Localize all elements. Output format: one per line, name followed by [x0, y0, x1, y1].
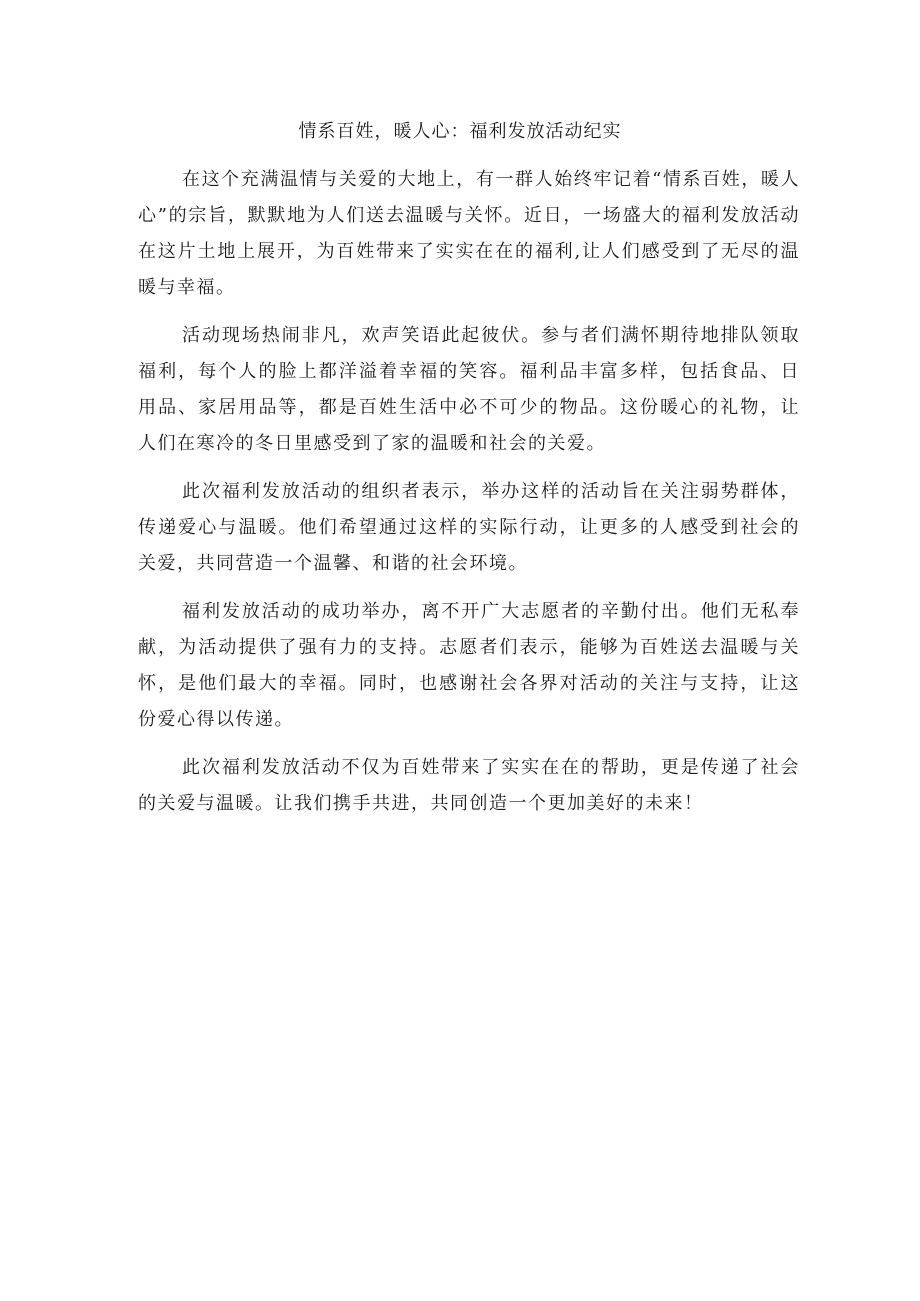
paragraph-1: 在这个充满温情与关爱的大地上，有一群人始终牢记着“情系百姓，暖人心”的宗旨，默默地为人们送去温暖与关怀。近日，一场盛大的福利发放活动在这片土地上展开，为百姓带来了实实在在的福利,让人们感受到了无尽的温暖与幸福。: [138, 169, 800, 298]
paragraph-2: 活动现场热闹非凡，欢声笑语此起彼伏。参与者们满怀期待地排队领取福利，每个人的脸上都洋溢着幸福的笑容。福利品丰富多样，包括食品、日用品、家居用品等，都是百姓生活中必不可少的物品。这份暖心的礼物，让人们在寒冷的冬日里感受到了家的温暖和社会的关爱。: [138, 325, 800, 454]
document-title: 情系百姓，暖人心：福利发放活动纪实: [298, 121, 622, 142]
paragraph-4: 福利发放活动的成功举办，离不开广大志愿者的辛勤付出。他们无私奉献，为活动提供了强有力的支持。志愿者们表示，能够为百姓送去温暖与关怀，是他们最大的幸福。同时，也感谢社会各界对活动的关注与支持，让这份爱心得以传递。: [138, 601, 800, 730]
paragraph-5: 此次福利发放活动不仅为百姓带来了实实在在的帮助，更是传递了社会的关爱与温暖。让我们携手共进，共同创造一个更加美好的未来！: [138, 757, 800, 814]
document-body: [138, 162, 800, 834]
paragraph-3: 此次福利发放活动的组织者表示，举办这样的活动旨在关注弱势群体，传递爱心与温暖。他们希望通过这样的实际行动，让更多的人感受到社会的关爱，共同营造一个温馨、和谐的社会环境。: [138, 481, 800, 574]
